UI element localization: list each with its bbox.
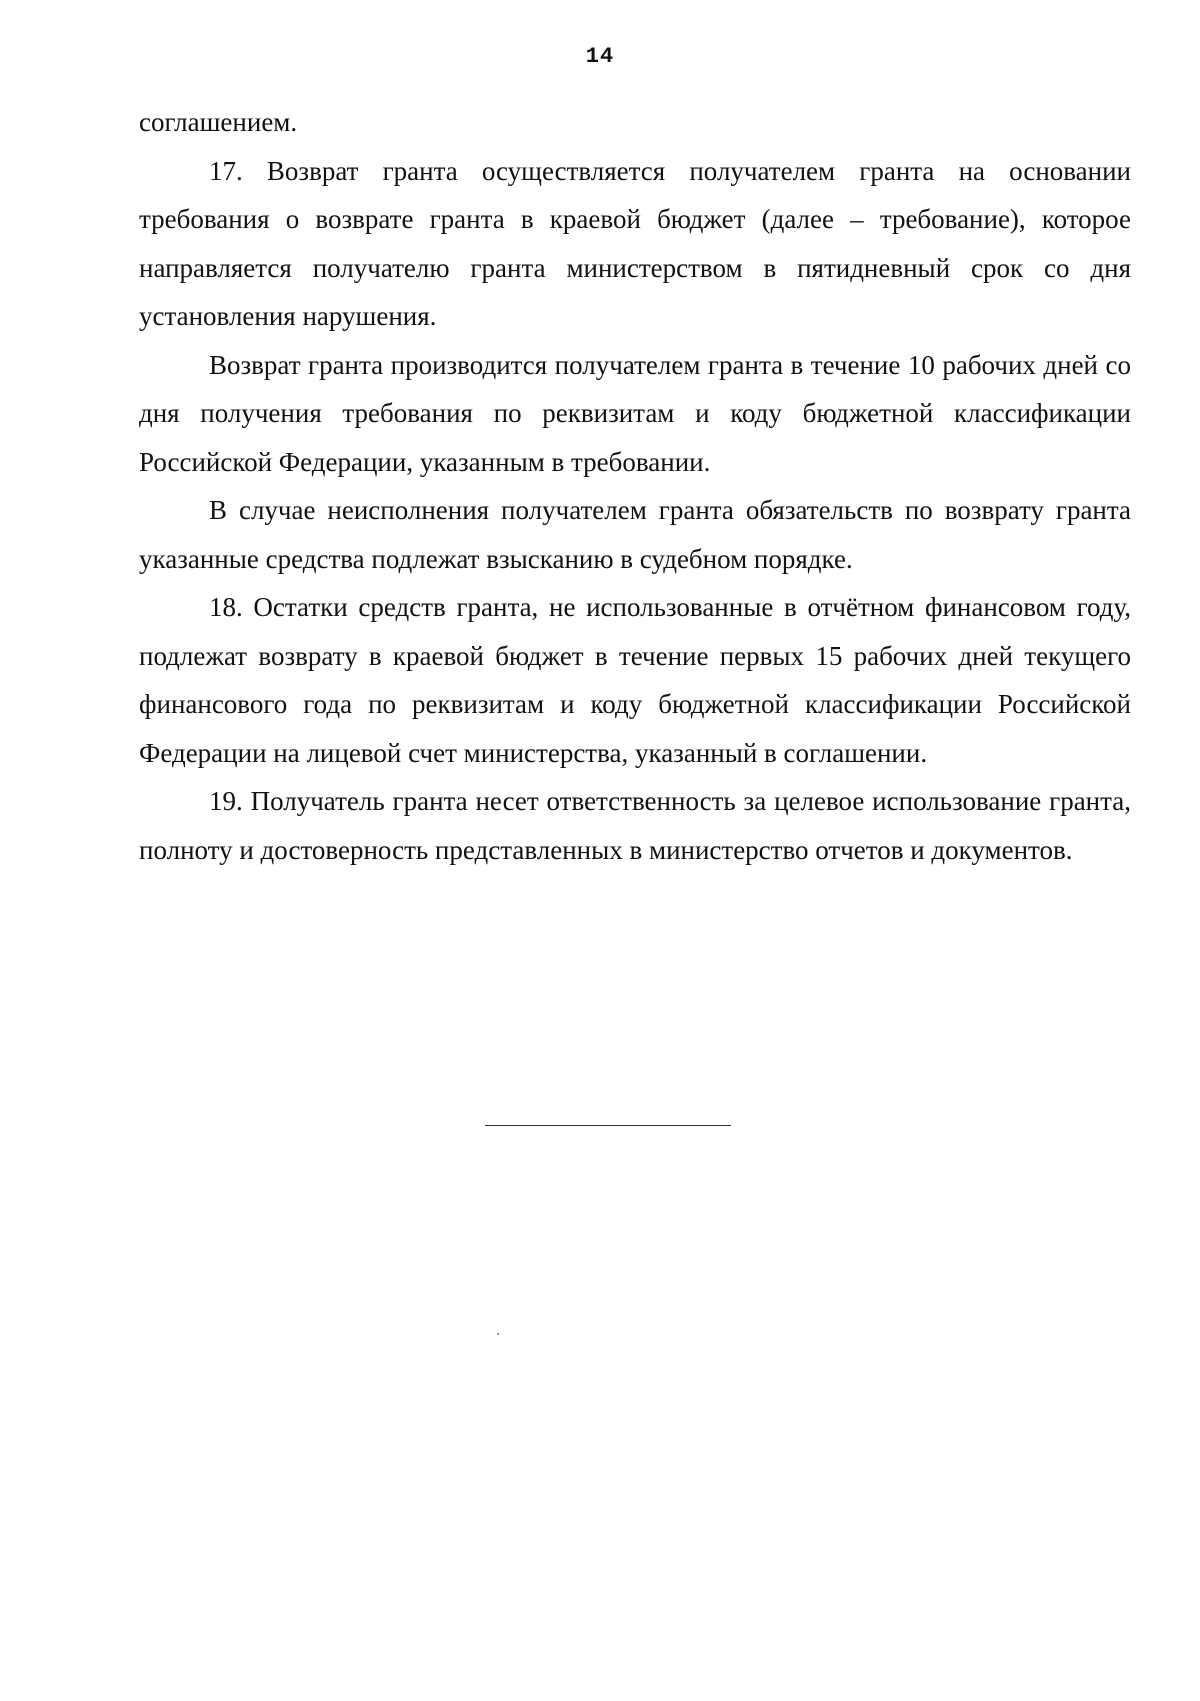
paragraph-clause-17: 17. Возврат гранта осуществляется получателем гранта на основании требования о возврате гранта в краевой бюджет (далее – требование), которое направляется получателю гранта министерством в пятидневный срок со дня установления нарушения. <box>139 155 1131 331</box>
scan-speck <box>497 1333 499 1335</box>
document-body <box>139 98 1131 874</box>
paragraph-court-recovery: В случае неисполнения получателем гранта обязательств по возврату гранта указанные средства подлежат взысканию в судебном порядке. <box>139 495 1131 574</box>
paragraph-continuation: соглашением. <box>139 107 298 137</box>
end-separator-line <box>485 1125 731 1126</box>
paragraph-clause-19: 19. Получатель гранта несет ответственность за целевое использование гранта, полноту и достоверность представленных в министерство отчетов и документов. <box>139 786 1131 865</box>
paragraph-clause-18: 18. Остатки средств гранта, не использованные в отчётном финансовом году, подлежат возврату в краевой бюджет в течение первых 15 рабочих дней текущего финансового года по реквизитам и коду бюджетной классификации Российской Федерации на лицевой счет министерства, указанный в соглашении. <box>139 592 1131 768</box>
page-number: 14 <box>585 44 615 69</box>
paragraph-grant-return-term: Возврат гранта производится получателем гранта в течение 10 рабочих дней со дня получения требования по реквизитам и коду бюджетной классификации Российской Федерации, указанным в требовании. <box>139 349 1131 477</box>
